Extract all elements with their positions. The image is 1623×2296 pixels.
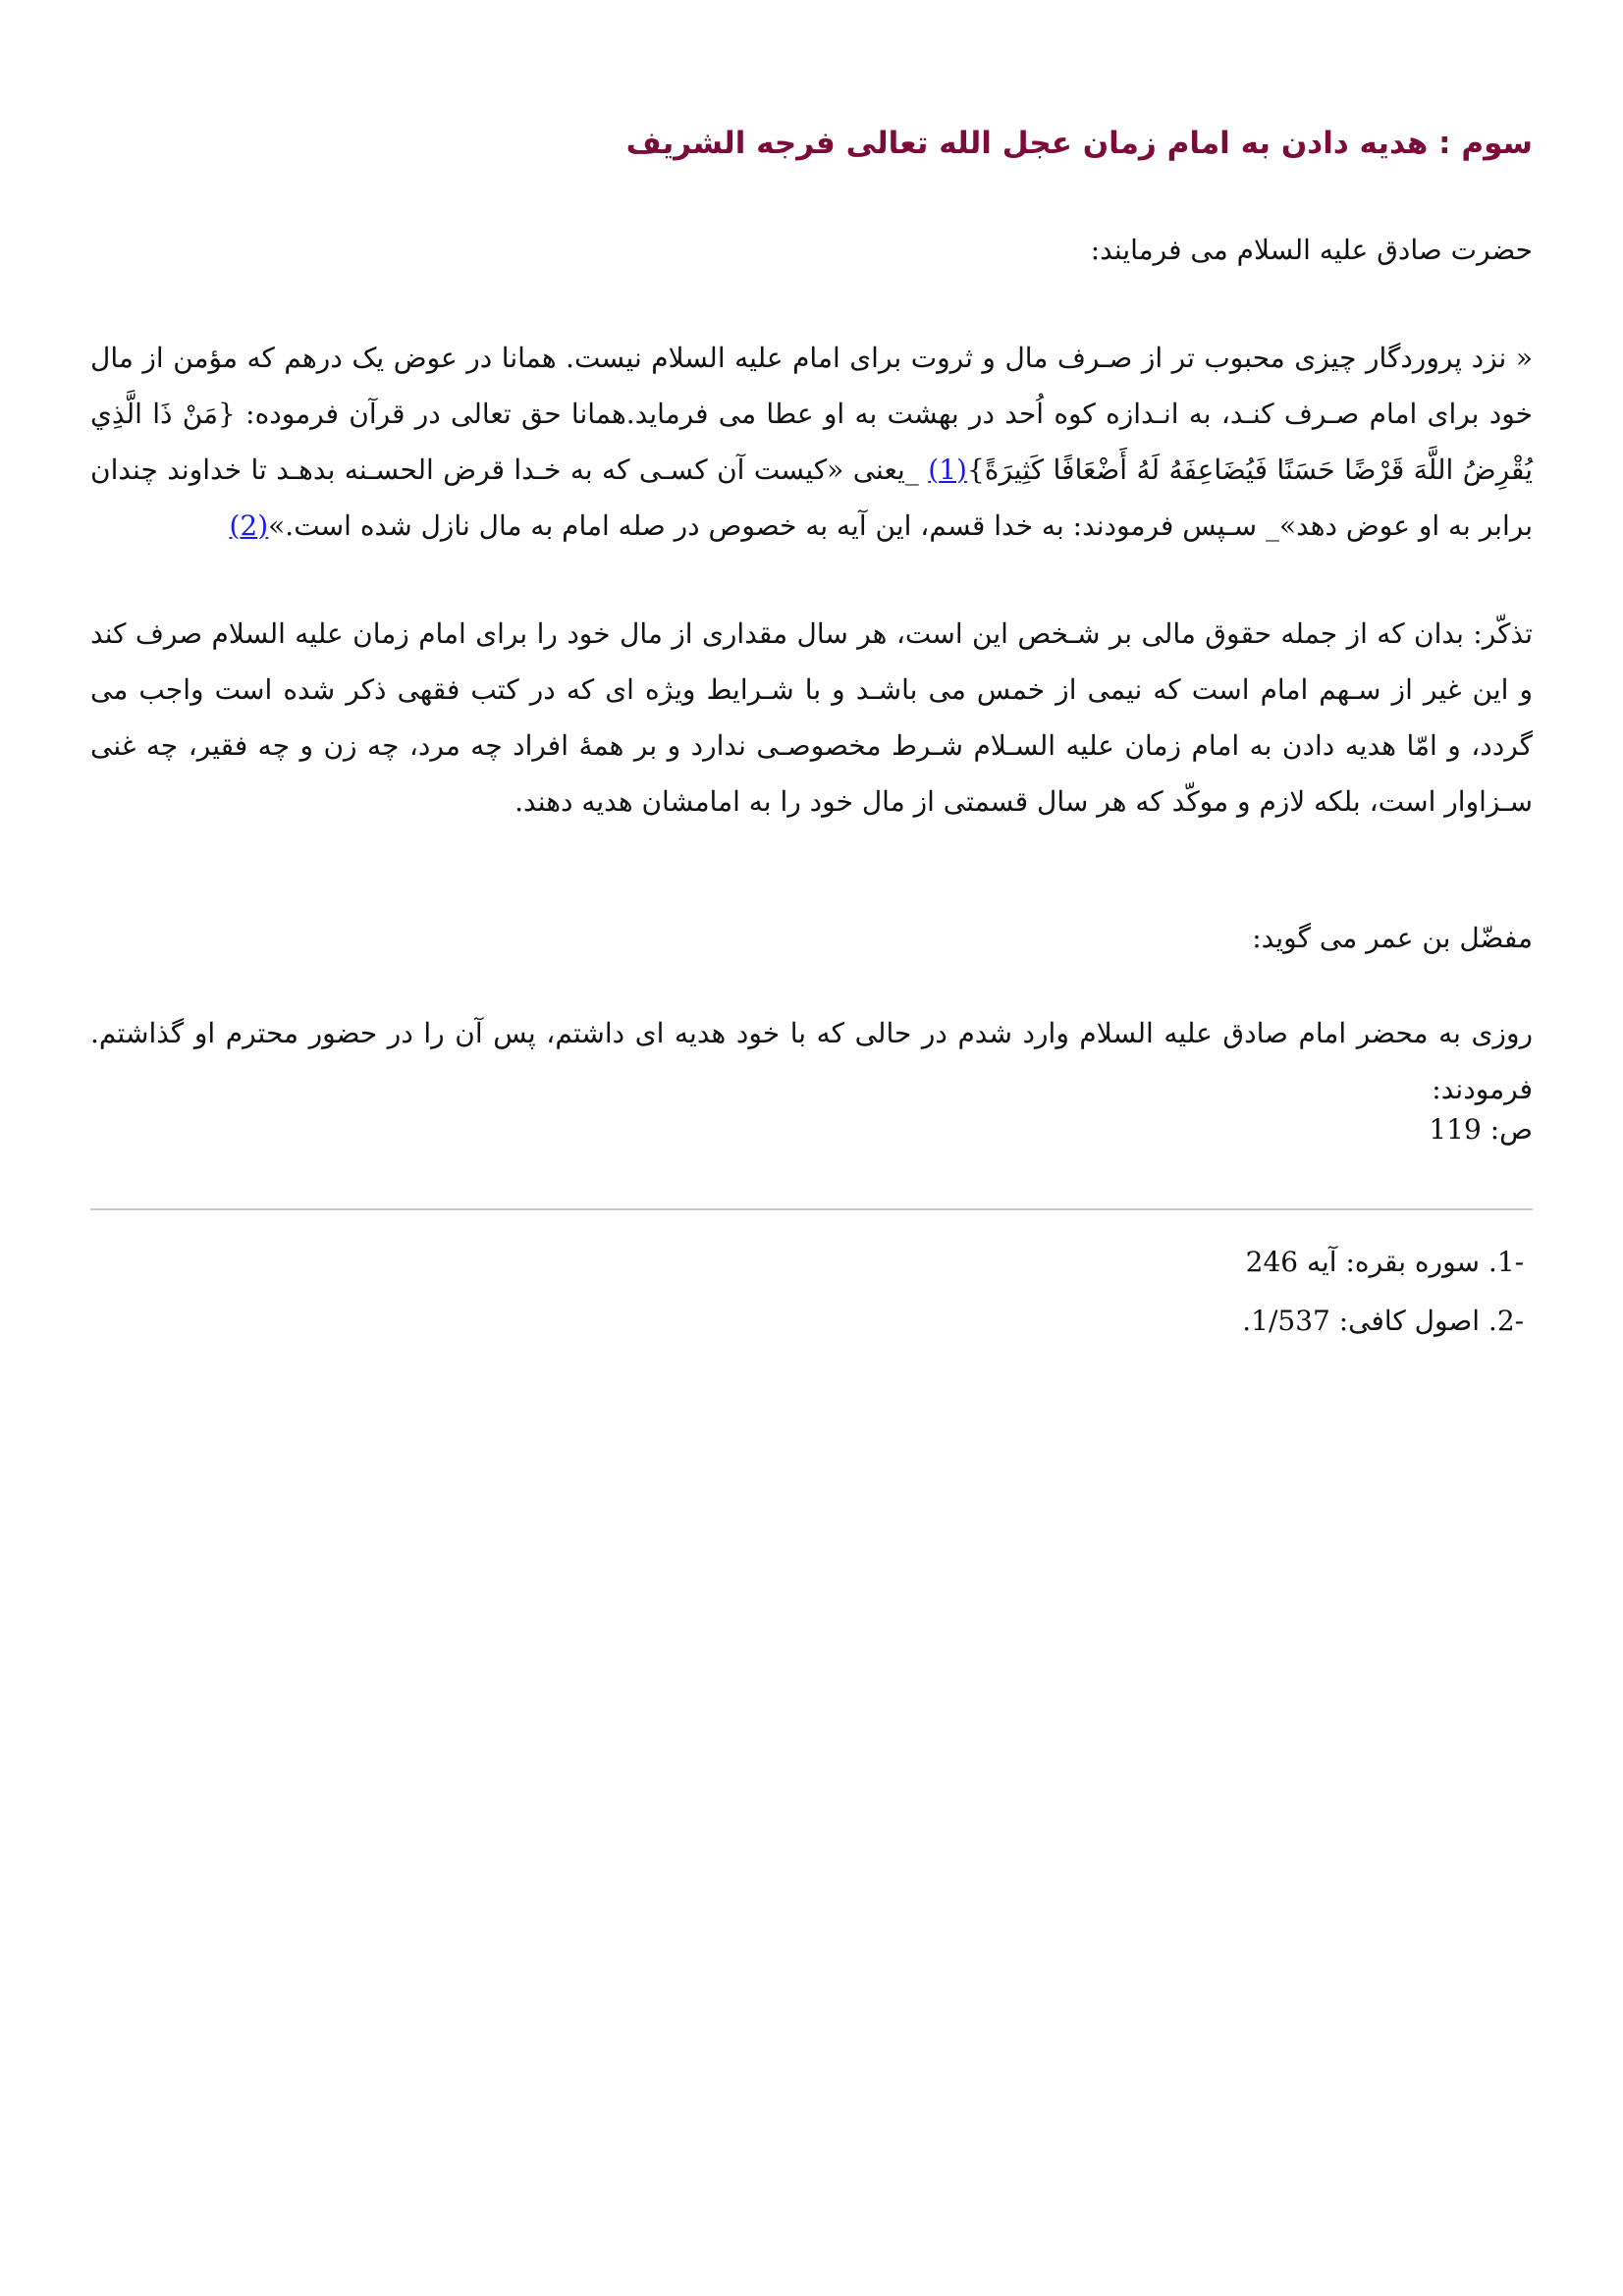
footnote-item [90,1233,1533,1292]
footnote-text: . اصول کافی: 1/537. [1242,1305,1497,1337]
quote-text-2: _یعنی «کیست آن کسـی که به خـدا قرض الحسـنه بدهـد تا خداوند چندان برابر به او عوض دهد»_ سـپس فرمودند: به خدا قسم، این آیه به خصوص در صله امام به مال نازل شده است.» [90,454,1533,542]
narration-paragraph: روزی به محضر امام صادق علیه السلام وارد شدم در حالی که با خود هدیه ای داشتم، پس آن را در حضور محترم او گذاشتم. فرمودند: [90,1017,1533,1105]
footnote-item [90,1292,1533,1351]
footnote-ref-2[interactable]: (2) [229,509,269,542]
footnote-number: 1- [1496,1246,1533,1278]
footnotes [90,1233,1533,1351]
intro-paragraph: حضرت صادق علیه السلام می فرمایند: [1090,234,1533,266]
footnote-number: 2- [1496,1305,1533,1337]
footnote-text: . سوره بقره: آیه 246 [1245,1246,1497,1278]
page [90,0,1533,2296]
quote-text-1: « نزد پروردگار چیزی محبوب تر از صـرف مال و ثروت برای امام علیه السلام نیست. همانا در عوض یک درهم که مؤمن از مال خود برای امام صـرف کنـد، به انـدازه کوه اُحد در بهشت به او عطا می فرماید.همانا حق تعالی در قرآن فرموده: {مَنْ ذَا الَّذِي يُقْرِضُ اللَّهَ قَرْضًا حَسَنًا فَيُضَاعِفَهُ لَهُ أَضْعَافًا كَثِيرَةً} [90,342,1533,486]
quote-paragraph [90,330,1533,554]
section-heading: سوم : هدیه دادن به امام زمان عجل الله تعالی فرجه الشریف [625,126,1533,161]
note-paragraph: تذکّر: بدان که از جمله حقوق مالی بر شـخص این است، هر سال مقداری از مال خود را برای امام زمان علیه السلام صرف کند و این غیر از سـهم امام است که نیمی از خمس می باشـد و با شـرایط ویژه ای که در کتب فقهی ذکر شده است واجب می گردد، و امّا هدیه دادن به امام زمان علیه السـلام شـرط مخصوصـی ندارد و بر همهٔ افراد چه مرد، چه زن و چه فقیر، چه غنی سـزاوار است، بلکه لازم و موکّد که هر سال قسمتی از مال خود را به امامشان هدیه دهند. [90,617,1534,818]
footnote-ref-1[interactable]: (1) [928,454,967,486]
footnote-divider [90,1208,1533,1210]
mufaddal-paragraph: مفضّل بن عمر می گوید: [1252,922,1533,954]
page-number: ص: 119 [1429,1113,1533,1146]
